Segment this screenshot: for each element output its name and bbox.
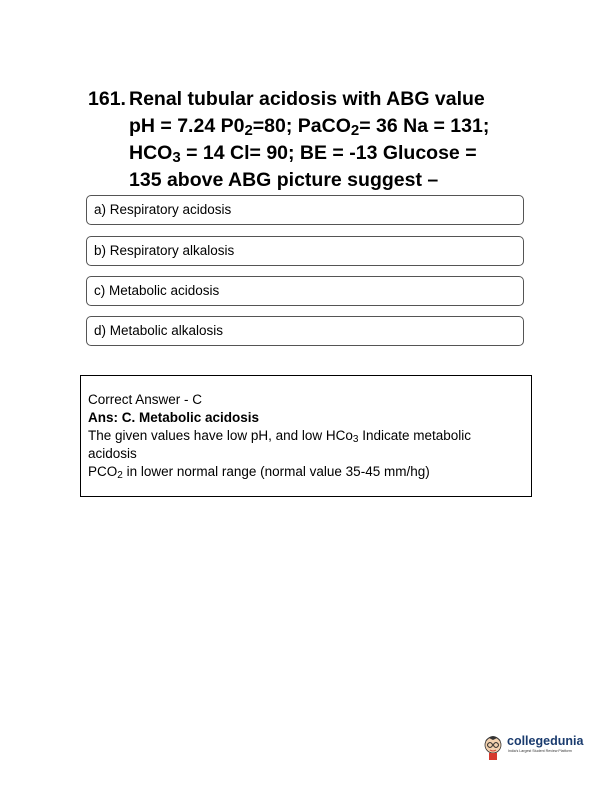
answer-pco [88,463,523,481]
question-line-1: Renal tubular acidosis with ABG value [129,88,485,110]
expl-sub: 3 [352,434,359,445]
question-line-2 [129,113,528,140]
q-l3b: = 14 Cl= 90; BE = -13 Glucose = [180,142,477,164]
question-number: 161. [88,88,126,110]
question [88,86,528,194]
q-l3-sub: 3 [172,149,181,166]
option-b[interactable]: b) Respiratory alkalosis [86,236,524,266]
option-d[interactable]: d) Metabolic alkalosis [86,316,524,346]
option-c[interactable]: c) Metabolic acidosis [86,276,524,306]
correct-answer: Correct Answer - C [88,392,203,407]
expl-b: Indicate metabolic acidosis [88,428,472,461]
logo-tagline: India's Largest Student Review Platform [508,749,572,753]
question-line-3 [129,140,528,167]
answer-explanation [88,427,523,463]
collegedunia-logo [483,731,583,763]
question-line-4: 135 above ABG picture suggest – [129,169,439,191]
mascot-icon [483,731,507,761]
q-l2-sub2: 2 [350,122,360,139]
q-l3a: HCO [129,142,173,164]
q-l2a: pH = 7.24 P0 [129,115,245,137]
pco-sub: 2 [117,470,123,481]
q-l2b: =80; PaCO [252,115,351,137]
answer-heading: Ans: C. Metabolic acidosis [88,410,260,425]
pco-b: in lower normal range (normal value 35-45 mm/hg) [122,464,430,479]
answer-box [80,375,532,497]
q-l2c: = 36 Na = 131; [359,115,490,137]
question-text [129,86,528,194]
expl-a: The given values have low pH, and low HCo [88,428,353,443]
option-a[interactable]: a) Respiratory acidosis [86,195,524,225]
logo-name: collegedunia [507,734,584,748]
pco-a: PCO [88,464,118,479]
q-l2-sub1: 2 [244,122,253,139]
